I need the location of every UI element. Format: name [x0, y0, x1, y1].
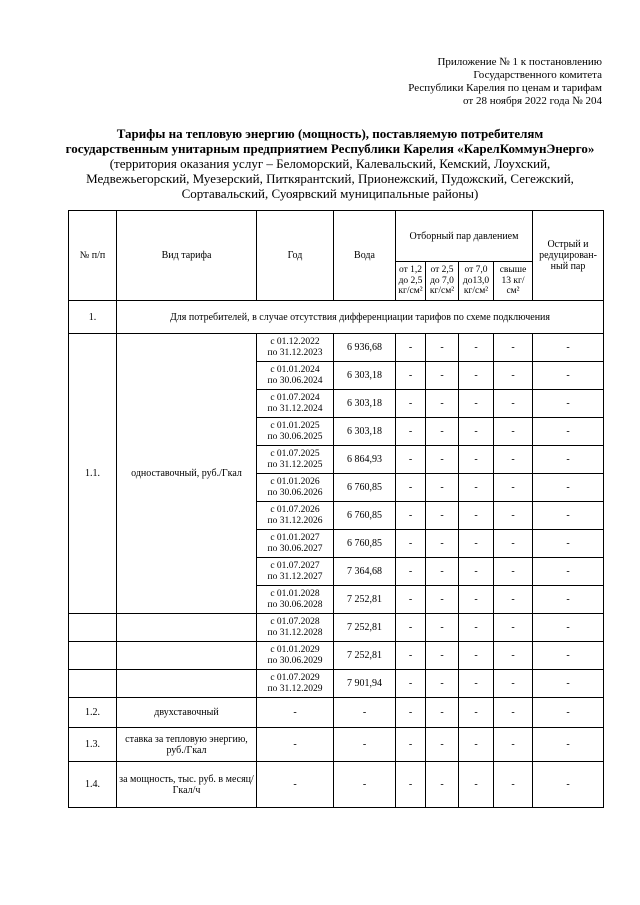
dash-cell: - — [494, 558, 533, 586]
section-num: 1. — [69, 301, 117, 334]
period-cell — [257, 642, 334, 670]
row-num: 1.4. — [69, 762, 117, 808]
table-row — [69, 698, 604, 728]
empty-cell — [69, 670, 117, 698]
dash-cell: - — [426, 698, 459, 728]
dash-cell: - — [459, 418, 494, 446]
period-cell — [257, 502, 334, 530]
period-from: с 01.12.2022 — [270, 336, 320, 347]
period-cell — [257, 670, 334, 698]
water-value: 6 760,85 — [334, 502, 396, 530]
document-title — [60, 126, 600, 201]
dash-cell: - — [396, 670, 426, 698]
dash-cell: - — [494, 614, 533, 642]
dash-cell: - — [533, 530, 604, 558]
dash-cell: - — [494, 530, 533, 558]
period-from: с 01.01.2028 — [270, 588, 320, 599]
dash-cell: - — [426, 418, 459, 446]
dash-cell: - — [494, 362, 533, 390]
dash-cell: - — [459, 558, 494, 586]
dash-cell: - — [396, 390, 426, 418]
dash-cell: - — [396, 418, 426, 446]
territory-line: Сортавальский, Суоярвский муниципальные районы) — [181, 186, 479, 201]
dash-cell: - — [396, 586, 426, 614]
dash-cell: - — [533, 698, 604, 728]
dash-cell: - — [426, 762, 459, 808]
period-to: по 30.06.2024 — [267, 375, 323, 386]
header-pressure-3: от 7,0 до13,0 кг/см² — [459, 262, 494, 301]
dash-cell: - — [334, 728, 396, 762]
dash-cell: - — [426, 614, 459, 642]
dash-cell: - — [494, 698, 533, 728]
dash-cell: - — [334, 698, 396, 728]
dash-cell: - — [459, 334, 494, 362]
dash-cell: - — [533, 446, 604, 474]
dash-cell: - — [533, 558, 604, 586]
period-cell — [257, 614, 334, 642]
water-value: 6 864,93 — [334, 446, 396, 474]
dash-cell: - — [459, 728, 494, 762]
dash-cell: - — [257, 728, 334, 762]
water-value: 7 901,94 — [334, 670, 396, 698]
period-to: по 31.12.2029 — [267, 683, 323, 694]
dash-cell: - — [459, 642, 494, 670]
period-from: с 01.07.2029 — [270, 672, 320, 683]
period-from: с 01.07.2027 — [270, 560, 320, 571]
header-row — [69, 211, 604, 262]
period-from: с 01.01.2024 — [270, 364, 320, 375]
dash-cell: - — [533, 474, 604, 502]
dash-cell: - — [426, 586, 459, 614]
period-from: с 01.07.2025 — [270, 448, 320, 459]
title-line: государственным унитарным предприятием Республики Карелия «КарелКоммунЭнерго» — [65, 141, 595, 156]
annex-line: Приложение № 1 к постановлению — [437, 56, 602, 68]
tariff-name: двухставочный — [117, 698, 257, 728]
water-value: 6 303,18 — [334, 390, 396, 418]
dash-cell: - — [494, 474, 533, 502]
dash-cell: - — [459, 362, 494, 390]
dash-cell: - — [396, 558, 426, 586]
dash-cell: - — [426, 474, 459, 502]
period-cell — [257, 530, 334, 558]
dash-cell: - — [533, 362, 604, 390]
dash-cell: - — [533, 418, 604, 446]
empty-cell — [117, 614, 257, 642]
water-value: 6 303,18 — [334, 418, 396, 446]
header-extracted-steam: Отборный пар давлением — [396, 211, 533, 262]
period-cell — [257, 362, 334, 390]
dash-cell: - — [459, 446, 494, 474]
dash-cell: - — [396, 762, 426, 808]
period-from: с 01.01.2025 — [270, 420, 320, 431]
annex-line: Республики Карелия по ценам и тарифам — [408, 82, 602, 94]
dash-cell: - — [533, 586, 604, 614]
water-value: 6 936,68 — [334, 334, 396, 362]
dash-cell: - — [459, 698, 494, 728]
dash-cell: - — [459, 762, 494, 808]
annex-reference — [262, 56, 602, 108]
dash-cell: - — [396, 362, 426, 390]
section-row — [69, 301, 604, 334]
annex-line: Государственного комитета — [473, 69, 602, 81]
dash-cell: - — [459, 502, 494, 530]
row-num: 1.3. — [69, 728, 117, 762]
dash-cell: - — [494, 418, 533, 446]
period-from: с 01.07.2024 — [270, 392, 320, 403]
dash-cell: - — [459, 586, 494, 614]
period-cell — [257, 418, 334, 446]
dash-cell: - — [533, 670, 604, 698]
empty-cell — [69, 614, 117, 642]
period-from: с 01.01.2026 — [270, 476, 320, 487]
table-row — [69, 728, 604, 762]
dash-cell: - — [426, 502, 459, 530]
period-to: по 31.12.2027 — [267, 571, 323, 582]
period-to: по 31.12.2025 — [267, 459, 323, 470]
period-from: с 01.07.2028 — [270, 616, 320, 627]
header-water: Вода — [334, 211, 396, 301]
dash-cell: - — [494, 334, 533, 362]
table-row — [69, 670, 604, 698]
dash-cell: - — [459, 530, 494, 558]
dash-cell: - — [426, 362, 459, 390]
table-row — [69, 642, 604, 670]
dash-cell: - — [533, 614, 604, 642]
dash-cell: - — [426, 728, 459, 762]
dash-cell: - — [257, 762, 334, 808]
table-row — [69, 334, 604, 362]
dash-cell: - — [459, 390, 494, 418]
header-year: Год — [257, 211, 334, 301]
period-to: по 31.12.2024 — [267, 403, 323, 414]
dash-cell: - — [396, 446, 426, 474]
dash-cell: - — [459, 474, 494, 502]
dash-cell: - — [396, 698, 426, 728]
row-num: 1.2. — [69, 698, 117, 728]
dash-cell: - — [257, 698, 334, 728]
dash-cell: - — [494, 502, 533, 530]
dash-cell: - — [334, 762, 396, 808]
dash-cell: - — [396, 334, 426, 362]
period-to: по 30.06.2028 — [267, 599, 323, 610]
water-value: 6 303,18 — [334, 362, 396, 390]
tariff-table-body — [69, 211, 604, 808]
tariff-name: одноставочный, руб./Гкал — [117, 334, 257, 614]
period-from: с 01.07.2026 — [270, 504, 320, 515]
period-cell — [257, 390, 334, 418]
period-cell — [257, 446, 334, 474]
dash-cell: - — [494, 586, 533, 614]
dash-cell: - — [396, 474, 426, 502]
dash-cell: - — [426, 530, 459, 558]
dash-cell: - — [426, 558, 459, 586]
period-to: по 31.12.2026 — [267, 515, 323, 526]
table-row — [69, 614, 604, 642]
dash-cell: - — [396, 728, 426, 762]
dash-cell: - — [533, 728, 604, 762]
dash-cell: - — [396, 642, 426, 670]
dash-cell: - — [494, 728, 533, 762]
header-num: № п/п — [69, 211, 117, 301]
dash-cell: - — [426, 642, 459, 670]
dash-cell: - — [494, 670, 533, 698]
header-tariff-type: Вид тарифа — [117, 211, 257, 301]
annex-line: от 28 ноября 2022 года № 204 — [463, 95, 602, 107]
territory-line: (территория оказания услуг – Беломорский, Калевальский, Кемский, Лоухский, — [109, 156, 551, 171]
territory-line: Медвежьегорский, Муезерский, Питкярантский, Прионежский, Пудожский, Сегежский, — [86, 171, 574, 186]
dash-cell: - — [533, 390, 604, 418]
dash-cell: - — [533, 334, 604, 362]
water-value: 6 760,85 — [334, 474, 396, 502]
water-value: 7 252,81 — [334, 614, 396, 642]
period-to: по 30.06.2025 — [267, 431, 323, 442]
dash-cell: - — [494, 642, 533, 670]
section-text: Для потребителей, в случае отсутствия дифференциации тарифов по схеме подключения — [117, 301, 604, 334]
dash-cell: - — [396, 502, 426, 530]
period-to: по 31.12.2028 — [267, 627, 323, 638]
period-cell — [257, 586, 334, 614]
header-pressure-2: от 2,5 до 7,0 кг/см² — [426, 262, 459, 301]
period-to: по 30.06.2026 — [267, 487, 323, 498]
dash-cell: - — [533, 502, 604, 530]
empty-cell — [69, 642, 117, 670]
tariff-table — [68, 210, 604, 808]
water-value: 7 252,81 — [334, 642, 396, 670]
dash-cell: - — [426, 446, 459, 474]
period-to: по 30.06.2029 — [267, 655, 323, 666]
header-pressure-1: от 1,2 до 2,5 кг/см² — [396, 262, 426, 301]
dash-cell: - — [459, 614, 494, 642]
water-value: 7 364,68 — [334, 558, 396, 586]
dash-cell: - — [533, 762, 604, 808]
water-value: 6 760,85 — [334, 530, 396, 558]
dash-cell: - — [426, 334, 459, 362]
header-pressure-4: свыше 13 кг/см² — [494, 262, 533, 301]
dash-cell: - — [494, 446, 533, 474]
period-from: с 01.01.2029 — [270, 644, 320, 655]
dash-cell: - — [396, 614, 426, 642]
dash-cell: - — [396, 530, 426, 558]
period-to: по 31.12.2023 — [267, 347, 323, 358]
period-cell — [257, 474, 334, 502]
empty-cell — [117, 642, 257, 670]
period-cell — [257, 334, 334, 362]
header-sharp-steam: Острый и редуцирован-ный пар — [533, 211, 604, 301]
tariff-name: ставка за тепловую энергию, руб./Гкал — [117, 728, 257, 762]
row-num: 1.1. — [69, 334, 117, 614]
dash-cell: - — [533, 642, 604, 670]
tariff-name: за мощность, тыс. руб. в месяц/Гкал/ч — [117, 762, 257, 808]
dash-cell: - — [459, 670, 494, 698]
empty-cell — [117, 670, 257, 698]
period-from: с 01.01.2027 — [270, 532, 320, 543]
period-to: по 30.06.2027 — [267, 543, 323, 554]
dash-cell: - — [426, 390, 459, 418]
period-cell — [257, 558, 334, 586]
table-row — [69, 762, 604, 808]
water-value: 7 252,81 — [334, 586, 396, 614]
dash-cell: - — [426, 670, 459, 698]
dash-cell: - — [494, 762, 533, 808]
title-line: Тарифы на тепловую энергию (мощность), поставляемую потребителям — [116, 126, 544, 141]
dash-cell: - — [494, 390, 533, 418]
